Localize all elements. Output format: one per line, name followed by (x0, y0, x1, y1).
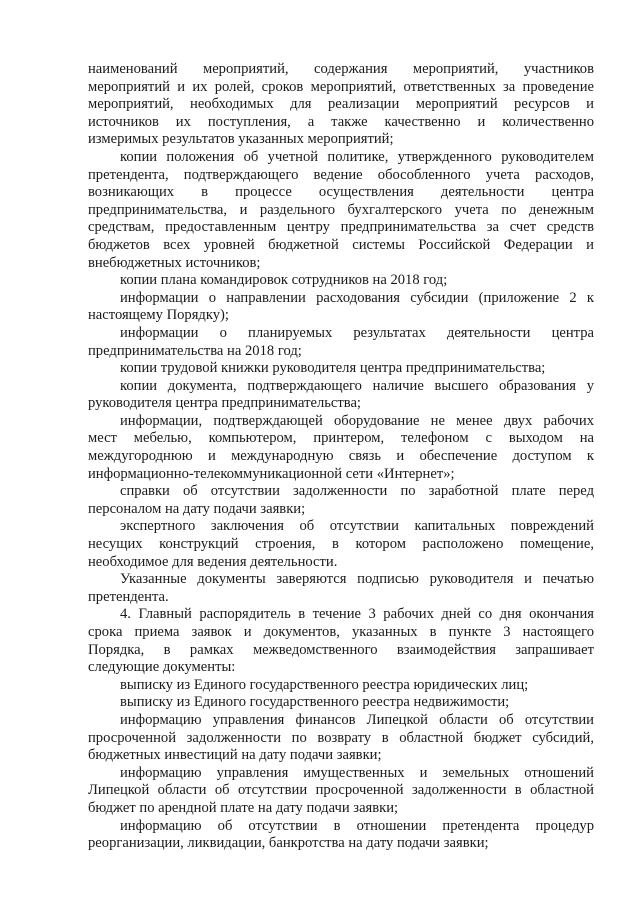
paragraph-certification (88, 571, 594, 606)
paragraph-accounting-policy (88, 149, 594, 272)
paragraph-finance-department (88, 712, 594, 765)
text-line: информации о планируемых результатах деятельности центра (120, 324, 594, 341)
text-line: настоящему Порядку); (88, 307, 229, 324)
text-line: предпринимательства на 2018 год; (88, 342, 302, 359)
text-line: предпринимательства, и раздельного бухгалтерского учета по денежным (88, 201, 594, 218)
paragraph-higher-education (88, 378, 594, 413)
text-line: несущих конструкций строения, в котором расположено помещение, (88, 536, 594, 553)
text-line: претендента. (88, 588, 169, 605)
paragraph-planned-results (88, 325, 594, 360)
text-line: мест мебелью, компьютером, принтером, телефоном с выходом на (88, 430, 594, 447)
text-line: выписку из Единого государственного реестра недвижимости; (120, 694, 510, 711)
text-line: следующие документы: (88, 659, 236, 676)
text-line: срока приема заявок и документов, указанных в пункте 3 настоящего (88, 624, 594, 640)
paragraph-clause-4 (88, 606, 594, 676)
text-line: бюджет по арендной плате на дату подачи заявки; (88, 799, 399, 816)
text-line: измеримых результатов указанных мероприятий; (88, 131, 394, 148)
text-line: выписку из Единого государственного реестра юридических лиц; (120, 676, 529, 693)
paragraph-salary-arrears (88, 483, 594, 518)
text-line: персоналом на дату подачи заявки; (88, 500, 306, 517)
text-line: справки об отсутствии задолженности по заработной плате перед (120, 483, 594, 500)
text-line: реорганизации, ликвидации, банкротства на дату подачи заявки; (88, 835, 489, 852)
paragraph-events-continuation (88, 61, 594, 149)
text-line: мероприятий и их ролей, сроков мероприятий, ответственных за проведение (88, 78, 594, 95)
paragraph-property-department (88, 765, 594, 818)
paragraph-expert-opinion (88, 518, 594, 571)
paragraph-employment-record (88, 360, 594, 378)
text-line: информацию об отсутствии в отношении претендента процедур (120, 817, 594, 834)
text-line: информацию управления имущественных и земельных отношений (120, 764, 594, 781)
text-line: копии плана командировок сотрудников на 2018 год; (120, 272, 448, 289)
text-line: копии трудовой книжки руководителя центра предпринимательства; (120, 360, 546, 377)
text-line: Липецкой области об отсутствии просроченной задолженности в областной (88, 782, 594, 799)
text-line: бюджетных инвестиций на дату подачи заявки; (88, 747, 382, 764)
paragraph-real-estate-register (88, 694, 594, 712)
paragraph-legal-entities-register (88, 677, 594, 695)
document-page (88, 61, 594, 853)
text-line: информации о направлении расходования субсидии (приложение 2 к (120, 289, 594, 306)
text-line: внебюджетных источников; (88, 254, 261, 271)
paragraph-workplaces (88, 413, 594, 483)
text-line: претендента, подтверждающего ведение обособленного учета расходов, (88, 166, 594, 183)
text-line: наименований мероприятий, содержания мероприятий, участников (88, 61, 594, 77)
text-line: копии документа, подтверждающего наличие высшего образования у (120, 377, 594, 394)
text-line: информационно-телекоммуникационной сети «Интернет»; (88, 465, 455, 482)
paragraph-subsidy-direction (88, 290, 594, 325)
text-line: информации, подтверждающей оборудование не менее двух рабочих (120, 412, 594, 429)
text-line: источников их поступления, а также качественно и количественно (88, 113, 594, 130)
text-line: бюджетов всех уровней бюджетной системы Российской Федерации и (88, 236, 594, 253)
text-line: возникающих в процессе осуществления деятельности центра (88, 184, 594, 201)
text-line: экспертного заключения об отсутствии капитальных повреждений (120, 518, 594, 535)
text-line: междугороднюю и международную связь и обеспечение доступом к (88, 448, 594, 465)
text-line: информацию управления финансов Липецкой области об отсутствии (120, 711, 594, 728)
text-line: Указанные документы заверяются подписью руководителя и печатью (120, 571, 594, 588)
text-line: Порядка, в рамках межведомственного взаимодействия запрашивает (88, 641, 594, 658)
text-line: необходимое для ведения деятельности. (88, 553, 338, 570)
text-line: руководителя центра предпринимательства; (88, 395, 361, 412)
text-line: средствам, предоставленным центру предпринимательства за счет средств (88, 219, 594, 236)
text-line: просроченной задолженности по возврату в областной бюджет субсидий, (88, 729, 594, 746)
paragraph-bankruptcy (88, 818, 594, 853)
paragraph-business-trips (88, 272, 594, 290)
text-line: копии положения об учетной политике, утвержденного руководителем (120, 148, 594, 165)
text-line: мероприятий, необходимых для реализации мероприятий ресурсов и (88, 96, 594, 113)
text-line: 4. Главный распорядитель в течение 3 рабочих дней со дня окончания (120, 606, 594, 623)
